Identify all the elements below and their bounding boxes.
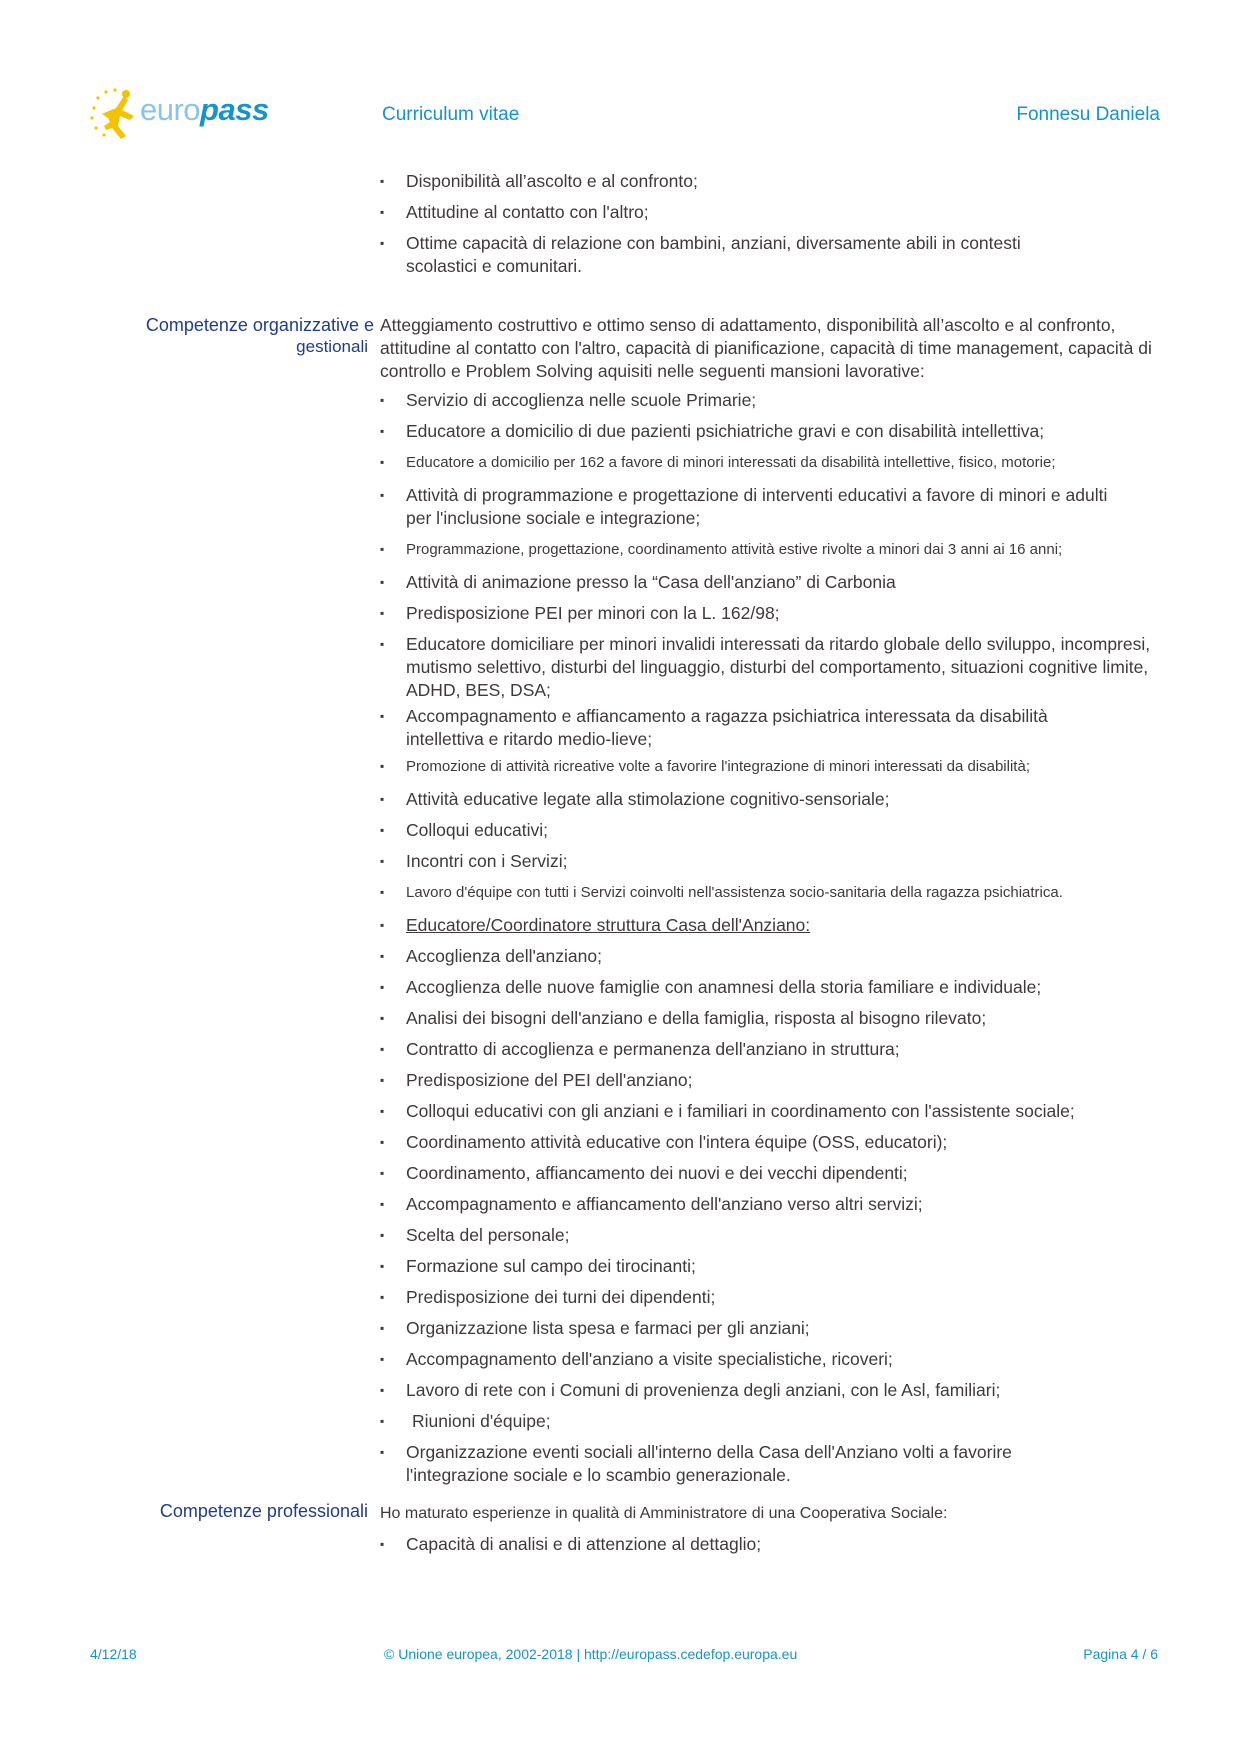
label-professional-skills: Competenze professionali [159, 1501, 368, 1521]
list-item: ▪ Disponibilità all’ascolto e al confronto; [380, 170, 1160, 193]
list-item: ▪ Coordinamento attività educative con l'intera équipe (OSS, educatori); [380, 1131, 1160, 1154]
list-item: ▪ Contratto di accoglienza e permanenza dell'anziano in struttura; [380, 1038, 1160, 1061]
list-item: ▪ Scelta del personale; [380, 1224, 1160, 1247]
list-item: ▪ Coordinamento, affiancamento dei nuovi e dei vecchi dipendenti; [380, 1162, 1160, 1185]
list-item: ▪ Accoglienza dell'anziano; [380, 945, 1160, 968]
list-item: ▪ Lavoro d'équipe con tutti i Servizi coinvolti nell'assistenza socio-sanitaria della ragazza psichiatrica. [380, 881, 1160, 904]
professional-list [380, 1533, 1160, 1556]
list-item: ▪ Attitudine al contatto con l'altro; [380, 201, 1160, 224]
list-item: ▪ Accompagnamento e affiancamento a ragazza psichiatrica interessata da disabilità intellettiva e ritardo medio-lieve; [380, 705, 1160, 751]
list-item: ▪ Accompagnamento dell'anziano a visite specialistiche, ricoveri; [380, 1348, 1160, 1371]
document-title: Curriculum vitae [382, 104, 520, 125]
list-item: ▪ Accoglienza delle nuove famiglie con anamnesi della storia familiare e individuale; [380, 976, 1160, 999]
list-item: ▪ Servizio di accoglienza nelle scuole Primarie; [380, 389, 1160, 412]
europass-logo [88, 86, 269, 146]
section-top [380, 170, 1160, 286]
section-organizational [380, 314, 1160, 1495]
list-item-heading: ▪ Educatore/Coordinatore struttura Casa dell'Anziano: [380, 914, 1160, 937]
list-item: ▪ Organizzazione lista spesa e farmaci per gli anziani; [380, 1317, 1160, 1340]
footer-date: 4/12/18 [90, 1646, 137, 1662]
list-item: ▪ Capacità di analisi e di attenzione al dettaglio; [380, 1533, 1160, 1556]
list-item: ▪ Attività di animazione presso la “Casa dell'anziano” di Carbonia [380, 571, 1160, 594]
footer-page-number: Pagina 4 / 6 [1083, 1646, 1158, 1662]
candidate-name: Fonnesu Daniela [1016, 104, 1160, 125]
list-item: ▪ Analisi dei bisogni dell'anziano e della famiglia, risposta al bisogno rilevato; [380, 1007, 1160, 1030]
list-item: ▪ Attività di programmazione e progettazione di interventi educativi a favore di minori e adulti per l'inclusione sociale e integrazione; [380, 484, 1160, 530]
europass-wordmark: europass [140, 92, 269, 127]
list-item: ▪ Formazione sul campo dei tirocinanti; [380, 1255, 1160, 1278]
list-item: ▪ Riunioni d'équipe; [380, 1410, 1160, 1433]
list-item: ▪ Incontri con i Servizi; [380, 850, 1160, 873]
list-item: ▪ Lavoro di rete con i Comuni di provenienza degli anziani, con le Asl, familiari; [380, 1379, 1160, 1402]
list-item: ▪ Colloqui educativi; [380, 819, 1160, 842]
list-item: ▪ Predisposizione dei turni dei dipendenti; [380, 1286, 1160, 1309]
list-item: ▪ Programmazione, progettazione, coordinamento attività estive rivolte a minori dai 3 anni ai 16 anni; [380, 538, 1160, 561]
top-list [380, 170, 1160, 278]
label-organizational-skills: Competenze organizzative e gestionali [145, 315, 374, 356]
list-item: ▪ Promozione di attività ricreative volte a favorire l'integrazione di minori interessati da disabilità; [380, 755, 1160, 778]
europass-figure-icon [88, 86, 148, 146]
footer-copyright: © Unione europea, 2002-2018 | http://europass.cedefop.europa.eu [384, 1646, 798, 1662]
professional-intro: Ho maturato esperienze in qualità di Amministratore di una Cooperativa Sociale: [380, 1505, 948, 1522]
list-item: ▪ Educatore a domicilio di due pazienti psichiatriche gravi e con disabilità intellettiva; [380, 420, 1160, 443]
list-item: ▪ Organizzazione eventi sociali all'interno della Casa dell'Anziano volti a favorire l'integrazione sociale e lo scambio generazionale. [380, 1441, 1160, 1487]
organizational-list [380, 389, 1160, 1487]
list-item: ▪ Attività educative legate alla stimolazione cognitivo-sensoriale; [380, 788, 1160, 811]
list-item: ▪ Educatore domiciliare per minori invalidi interessati da ritardo globale dello sviluppo, incompresi, mutismo selettivo, disturbi del linguaggio, disturbi del comportamento, situazioni cognitive limite, ADHD, BES, DSA; [380, 633, 1160, 702]
list-item: ▪ Accompagnamento e affiancamento dell'anziano verso altri servizi; [380, 1193, 1160, 1216]
list-item: ▪ Ottime capacità di relazione con bambini, anziani, diversamente abili in contesti scolastici e comunitari. [380, 232, 1160, 278]
list-item: ▪ Predisposizione PEI per minori con la L. 162/98; [380, 602, 1160, 625]
organizational-intro: Atteggiamento costruttivo e ottimo senso di adattamento, disponibilità all’ascolto e al confronto, attitudine al contatto con l'altro, capacità di pianificazione, capacità di time management, capacità di controllo e Problem Solving aquisiti nelle seguenti mansioni lavorative: [380, 315, 1152, 381]
list-item: ▪ Colloqui educativi con gli anziani e i familiari in coordinamento con l'assistente sociale; [380, 1100, 1160, 1123]
section-professional [380, 1502, 1160, 1564]
list-item: ▪ Educatore a domicilio per 162 a favore di minori interessati da disabilità intellettive, fisico, motorie; [380, 451, 1160, 474]
list-item: ▪ Predisposizione del PEI dell'anziano; [380, 1069, 1160, 1092]
